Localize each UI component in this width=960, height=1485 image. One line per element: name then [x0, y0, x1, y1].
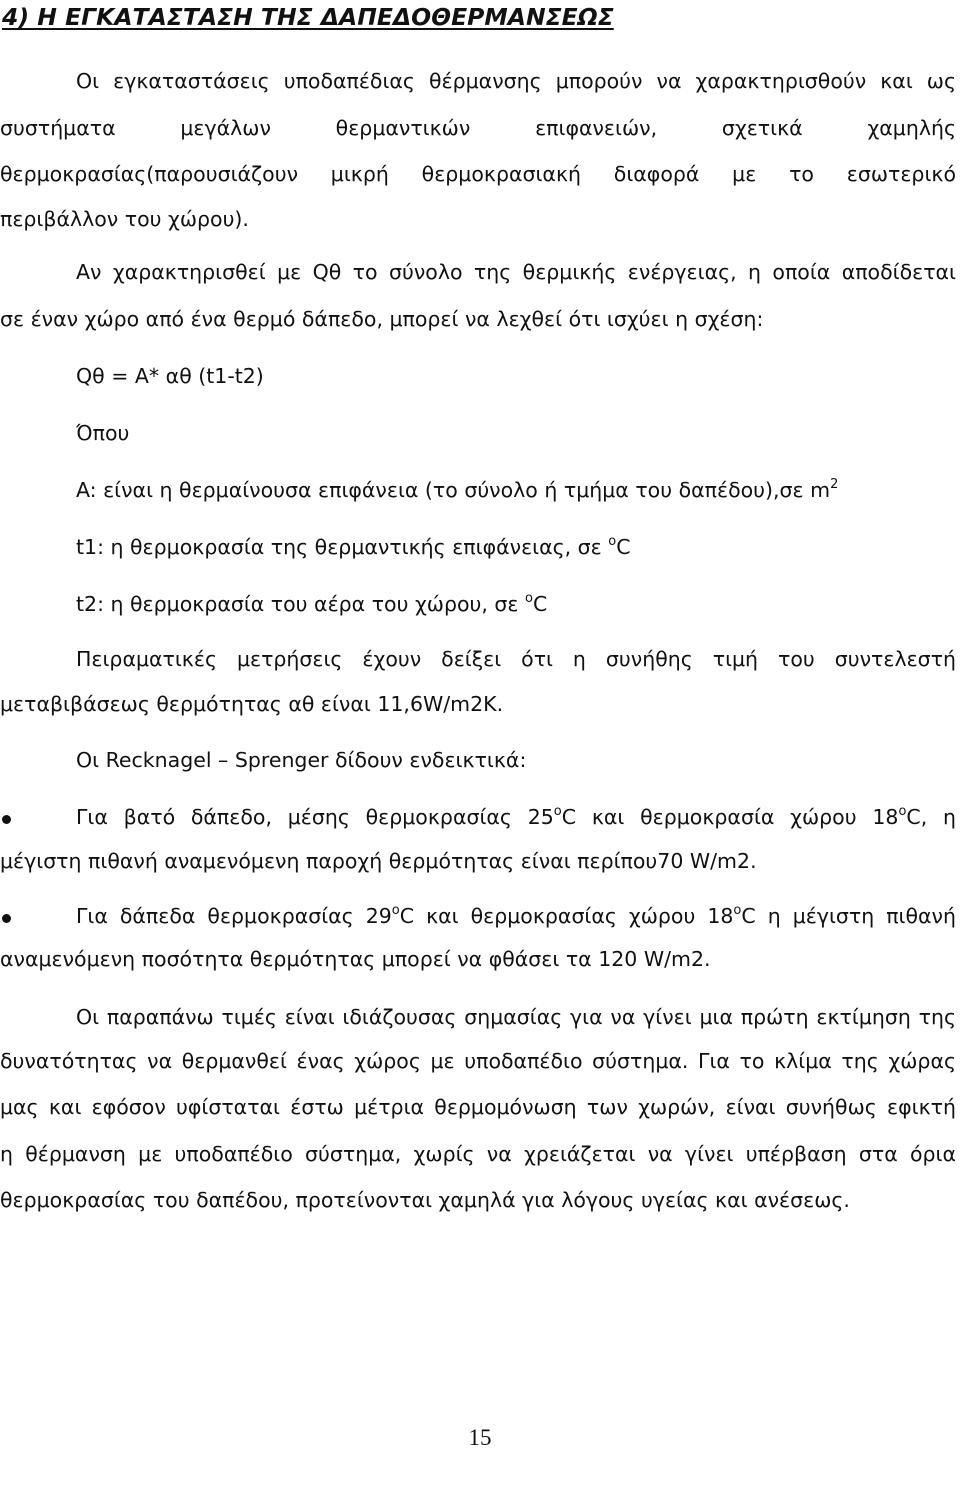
para1-line-2: συστήματα μεγάλων θερμαντικών επιφανειών, σχετικά χαμηλής [0, 116, 956, 140]
para2-line-2: σε έναν χώρο από ένα θερμό δάπεδο, μπορεί να λεχθεί ότι ισχύει η σχέση: [0, 307, 764, 331]
bullet-icon [2, 815, 11, 824]
bullet2-text-b: C και θερμοκρασίας χώρου 18 [399, 904, 734, 928]
degree-sup: o [898, 804, 907, 819]
where-label: Όπου [76, 421, 130, 445]
degree-sup: o [608, 534, 617, 549]
degree-sup: o [391, 903, 400, 918]
definition-area [76, 476, 956, 504]
definition-area-text: A: είναι η θερμαίνουσα επιφάνεια (το σύνολο ή τμήμα του δαπέδου),σε m [76, 478, 831, 502]
bullet-icon [2, 914, 11, 923]
degree-sup: o [553, 804, 562, 819]
para4-line-4: η θέρμανση με υποδαπέδιο σύστημα, χωρίς να χρειάζεται να γίνει υπέρβαση στα όρια [0, 1142, 956, 1166]
definition-t1 [76, 533, 956, 561]
bullet1-text-b: C και θερμοκρασία χώρου 18 [561, 805, 899, 829]
bullet2-line-2: αναμενόμενη ποσότητα θερμότητας μπορεί να φθάσει τα 120 W/m2. [0, 947, 711, 971]
page-number: 15 [468, 1425, 492, 1450]
celsius-unit: C [616, 535, 631, 559]
definition-t2-text: t2: η θερμοκρασία του αέρα του χώρου, σε [76, 592, 526, 616]
para1-line-3: θερμοκρασίας(παρουσιάζουν μικρή θερμοκρασιακή διαφορά με το εσωτερικό [0, 162, 956, 186]
para4-line-5: θερμοκρασίας του δαπέδου, προτείνονται χαμηλά για λόγους υγείας και ανέσεως. [0, 1188, 850, 1212]
para1-line-4: περιβάλλον του χώρου). [0, 207, 249, 231]
degree-sup: o [733, 903, 742, 918]
bullet2-text-a: Για δάπεδα θερμοκρασίας 29 [76, 904, 392, 928]
bullet1-line-1 [76, 803, 956, 831]
superscript-2: 2 [830, 477, 839, 492]
definition-t2 [76, 590, 956, 618]
celsius-unit: C [532, 592, 548, 616]
definition-t1-text: t1: η θερμοκρασία της θερμαντικής επιφάνειας, σε [76, 535, 609, 559]
formula: Qθ = A* αθ (t1-t2) [76, 364, 264, 388]
recknagel-intro: Οι Recknagel – Sprenger δίδουν ενδεικτικά: [76, 748, 527, 772]
bullet2-text-c: C η μέγιστη πιθανή [741, 904, 956, 928]
para4-line-2: δυνατότητας να θερμανθεί ένας χώρος με υποδαπέδιο σύστημα. Για το κλίμα της χώρας [0, 1049, 956, 1073]
bullet1-text-a: Για βατό δάπεδο, μέσης θερμοκρασίας 25 [76, 805, 554, 829]
bullet1-line-2: μέγιστη πιθανή αναμενόμενη παροχή θερμότητας είναι περίπου70 W/m2. [0, 849, 757, 873]
bullet2-line-1 [76, 902, 956, 930]
para1-line-1: Οι εγκαταστάσεις υποδαπέδιας θέρμανσης μπορούν να χαρακτηρισθούν και ως [76, 69, 956, 93]
para4-line-1: Οι παραπάνω τιμές είναι ιδιάζουσας σημασίας για να γίνει μια πρώτη εκτίμηση της [76, 1005, 956, 1029]
para3-line-1: Πειραματικές μετρήσεις έχουν δείξει ότι η συνήθης τιμή του συντελεστή [76, 647, 956, 671]
para4-line-3: μας και εφόσον υφίσταται έστω μέτρια θερμομόνωση των χωρών, είναι συνήθως εφικτή [0, 1095, 956, 1119]
degree-sup: o [525, 591, 533, 606]
section-heading: 4) Η ΕΓΚΑΤΑΣΤΑΣΗ ΤΗΣ ΔΑΠΕΔΟΘΕΡΜΑΝΣΕΩΣ [2, 3, 614, 31]
bullet1-text-c: C, η [906, 805, 956, 829]
para2-line-1: Αν χαρακτηρισθεί με Qθ το σύνολο της θερμικής ενέργειας, η οποία αποδίδεται [76, 260, 956, 284]
para3-line-2: μεταβιβάσεως θερμότητας αθ είναι 11,6W/m2K. [0, 692, 504, 716]
